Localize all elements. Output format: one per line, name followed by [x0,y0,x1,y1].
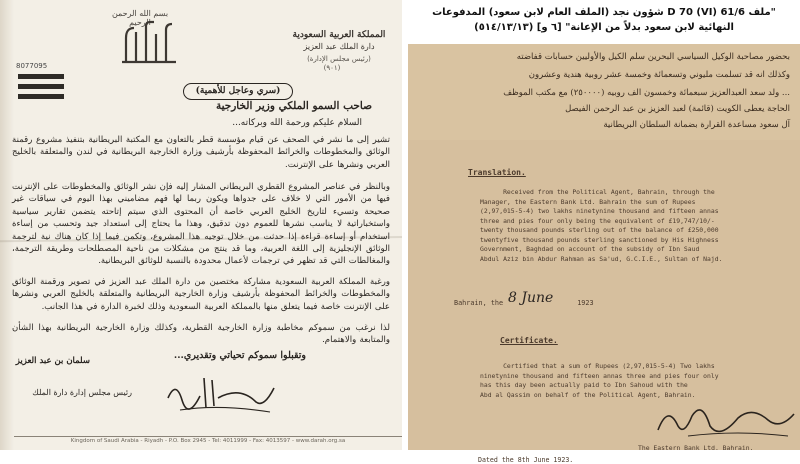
signer-title: رئيس مجلس إدارة دارة الملك [32,388,132,397]
document-number-block [16,60,71,110]
redaction-bar [18,74,64,79]
certificate-body: Certified that a sum of Rupees (2,97,015-5-4) Two lakhs ninetynine thousand and fifteen annas three and pies four only has this day been actually paid to Ibn Sahoud with the Abd al Qassim on behalf of the Political Agent, Bahrain. [480,362,719,399]
archive-document [408,0,800,464]
translation-body: Received from the Political Agent, Bahrain, through the Manager, the Eastern Bank Ltd. Bahrain the sum of Rupees (2,97,015-5-4) two lakhs ninetynine thousand and fifteen annas three and pies four only being the equivalent of £19,747/10/- twenty thousand pounds sterling out of the balance of £250,000 twentyfive thousand pounds sterling sanctioned by His Highness Government, Baghdad on account of the subsidy of Ibn Saud Abdul Aziz bin Abdur Rahman as Sa'ud, G.C.I.E., Sultan of Najd. [480,188,723,263]
bank-signature [648,396,798,444]
kingdom-heading: المملكة العربية السعودية [292,30,386,40]
closing-line: وتقبلوا سموكم تحياتي وتقديري... [173,350,306,361]
recipient-line: صاحب السمو الملكي وزير الخارجية [215,100,372,112]
darah-logo-icon [120,20,178,66]
office-title: (رئيس مجلس الإدارة) [307,55,371,63]
letterhead-footer: Kingdom of Saudi Arabia - Riyadh - P.O. Box 2945 - Tel: 4011999 - Fax: 4013597 - www.darah.org.sa [70,438,346,444]
handwritten-date: 8 June [508,290,554,306]
scanned-receipt [408,44,800,464]
letter-paragraph: تشير إلى ما نشر في الصحف عن قيام مؤسسة قطر بالتعاون مع المكتبة البريطانية بتنفيذ مشروع رقمنة الوثائق والمخطوطات والخرائط المحفوظة بأرشيف وزارة الخارجية البريطانية في لندن والمتعلقة بالخليج العربي ونشرها على الإنترنت. [12,135,390,170]
handwritten-line: بحضور مصاحبة الوكيل السياسي البحرين سلم الكيل والأوليين حسابات قفاضته [516,52,790,62]
letter-paragraph: ورغبة المملكة العربية السعودية مشاركة مختصين من دارة الملك عبد العزيز في تصوير ورقمنة الوثائق والمخطوطات والخرائط المحفوظة بأرشيف وزارة الخارجية البريطانية والمتعلقة بالخليج العربي ونشرها على الإنترنت خاصة فيما يتعلق منها بالمملكة العربية السعودية وذلك لخبرة الدارة في هذا الجانب. [12,277,390,312]
archive-caption [408,0,800,44]
certificate-heading: Certificate. [500,336,558,345]
foundation-heading: دارة الملك عبد العزيز [303,42,375,51]
classification-badge: (سري وعاجل للأهمية) [183,83,293,100]
reference-number: (٩٠١) [323,64,341,72]
arabic-letter-document [0,0,402,450]
redaction-bar [18,84,64,89]
handwritten-line: وكذلك انه قد تسلمت مليوني وتسعمائة وخمسة عشر روبية هندية وعشرون [528,70,790,80]
dated-line: Dated the 8th June 1923. [478,456,574,464]
handwritten-line: آل سعود مساعدة القرارة بضمانة السلطان البريطانية [603,120,790,130]
handwritten-line: الحاجة يعطى الكويت (قائمة) لعبد العزيز بن عبد الرحمن الفيصل [565,104,790,114]
basmala-text: بسم الله الرحمن الرحيم [111,9,169,27]
document-number: 8077095 [16,62,48,70]
place-text: Bahrain, the [454,299,504,307]
redaction-bar [18,94,64,99]
letter-paragraph: لذا نرغب من سموكم مخاطبة وزارة الخارجية القطرية، وكذلك وزارة الخارجية البريطانية بهذا الشأن والمتابعة والاهتمام. [12,323,390,346]
archive-caption-line: "ملف 61/6 D 70 (VI) شؤون نجد (الملف العام لابن سعود) المدفوعات [432,7,776,18]
letter-paragraph: وبالنظر في عناصر المشروع القطري البريطاني المشار إليه فإن نشر الوثائق والمخطوطات على الإنترنت فيها من الأمور التي لا خلاف على جدواها ويكون ربما لها فهم مضاميني بهذا اليوم في سياقات غير صحيحة وتسيء لتاريخ الخليج العربي خاصة أن المحتوى الذي سيتم إتاحته يتضمن تقارير سياسية واستخباراتية لا يناسب نشرها للعموم دون تدقيق، وهذا ما يحتاج إلى استعداد جيد وتحسب من إساءة استخدام أو إساءة قراءة إذا حدثت من خلال توجيه هذا المشروع، وتكمن فيما إذا كان هناك نية لترجمة الوثائق الإنجليزية إلى اللغة العربية، وما قد ينتج من مشكلات من ناحية المصطلحات وطريقة الترجمة، والمغالطات التي قد تظهر في ترجمات لأعمال محدودة بالنسبة للوثائق البريطانية. [12,182,391,267]
archive-caption-line: النهائية لابن سعود بدلاً من الإعانة" [٦ و] (٥١٤/١٣/١٣) [474,22,734,33]
bank-name: The Eastern Bank Ltd. Bahrain. [638,444,754,452]
handwritten-signature [160,368,280,418]
handwritten-arabic-section [408,44,800,140]
footer-divider [14,436,402,437]
handwritten-line: ... ولد سعد العبدالعزيز سبعمائة وخمسون الف روبيه (٢٥٠٠٠٠) مع مكتب الموظف [503,88,790,98]
translation-heading: Translation. [468,168,526,177]
year-text: 1923 [577,299,594,307]
greeting-line: السلام عليكم ورحمة الله وبركاته... [232,118,362,128]
signer-name: سلمان بن عبد العزيز [15,356,90,366]
